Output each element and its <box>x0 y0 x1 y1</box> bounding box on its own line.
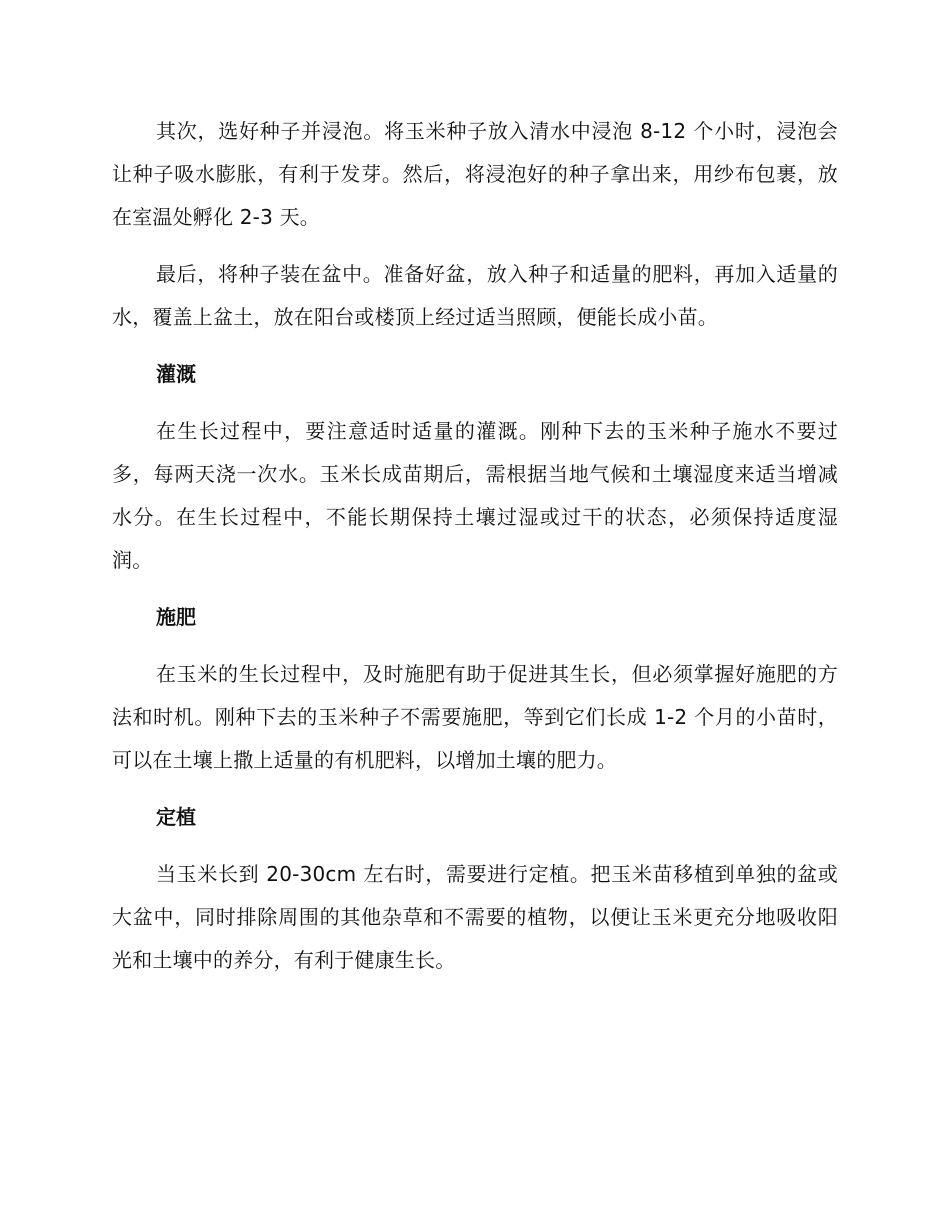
section-body-irrigation: 在生长过程中，要注意适时适量的灌溉。刚种下去的玉米种子施水不要过多，每两天浇一次水。玉米长成苗期后，需根据当地气候和土壤湿度来适当增减水分。在生长过程中，不能长期保持土壤过湿或过干的状态，必须保持适度湿润。 <box>112 419 838 572</box>
intro-paragraph-planting: 最后，将种子装在盆中。准备好盆，放入种子和适量的肥料，再加入适量的水，覆盖上盆土，放在阳台或楼顶上经过适当照顾，便能长成小苗。 <box>112 262 838 329</box>
section-heading-transplanting: 定植 <box>156 805 196 829</box>
section-heading-irrigation: 灌溉 <box>156 362 196 386</box>
section-heading-fertilizing: 施肥 <box>156 605 196 629</box>
intro-paragraph-soaking: 其次，选好种子并浸泡。将玉米种子放入清水中浸泡 8-12 个小时，浸泡会让种子吸水膨胀，有利于发芽。然后，将浸泡好的种子拿出来，用纱布包裹，放在室温处孵化 2-3 天。 <box>112 119 838 229</box>
section-body-fertilizing: 在玉米的生长过程中，及时施肥有助于促进其生长，但必须掌握好施肥的方法和时机。刚种下去的玉米种子不需要施肥，等到它们长成 1-2 个月的小苗时，可以在土壤上撒上适量的有机肥料，以增加土壤的肥力。 <box>112 662 838 772</box>
section-body-transplanting: 当玉米长到 20-30cm 左右时，需要进行定植。把玉米苗移植到单独的盆或大盆中，同时排除周围的其他杂草和不需要的植物，以便让玉米更充分地吸收阳光和土壤中的养分，有利于健康生长。 <box>112 862 838 972</box>
